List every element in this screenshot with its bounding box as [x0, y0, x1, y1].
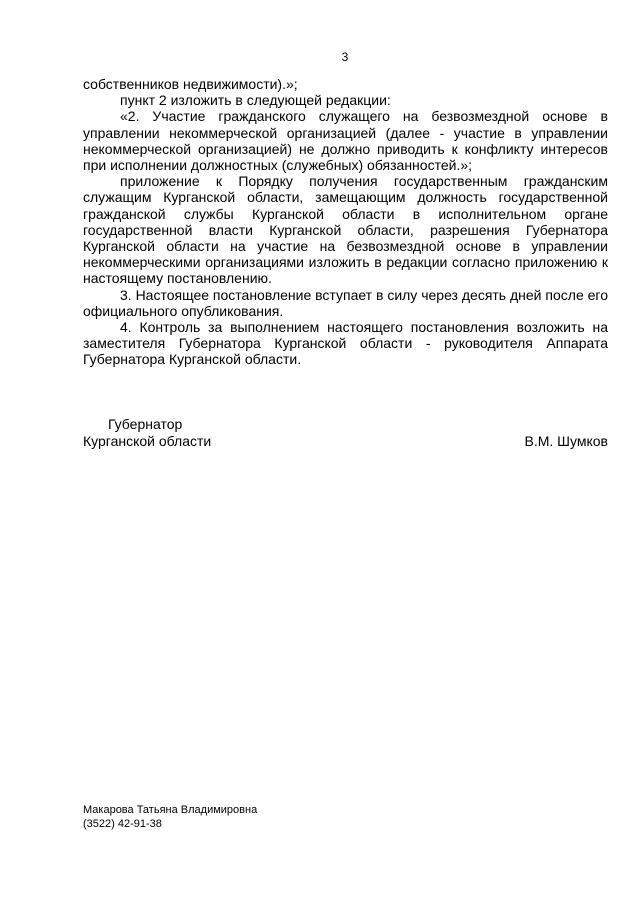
paragraph-4: 4. Контроль за выполнением настоящего постановления возложить на заместителя Губернатора Курганской области - руководителя Аппарата Губернатора Курганской области.: [83, 319, 608, 368]
paragraph-3: 3. Настоящее постановление вступает в силу через десять дней после его официального опубликования.: [83, 286, 608, 319]
executor-block: [83, 803, 257, 831]
signature-row: [83, 433, 608, 450]
signature-block: [83, 416, 608, 449]
executor-name: Макарова Татьяна Владимировна: [83, 804, 258, 816]
paragraph-appendix: приложение к Порядку получения государственным гражданским служащим Курганской области, замещающим должность государственной гражданской службы Курганской области в исполнительном органе государственной власти Курганской области, разрешения Губернатора Курганской области на участие на безвозмездной основе в управлении некоммерческими организациями изложить в редакции согласно приложению к настоящему постановлению.: [83, 173, 608, 287]
signatory-title-line2: Курганской области: [83, 432, 212, 449]
paragraph-item2-intro: пункт 2 изложить в следующей редакции:: [120, 92, 391, 109]
signatory-title-line1: Губернатор: [108, 416, 183, 432]
page-number: 3: [341, 50, 349, 64]
paragraph-continuation: собственников недвижимости).»;: [83, 76, 298, 92]
document-body: [83, 76, 608, 368]
paragraph-item2-text: «2. Участие гражданского служащего на безвозмездной основе в управлении некоммерческой организацией (далее - участие в управлении некоммерческой организацией) не должно приводить к конфликту интересов при исполнении должностных (служебных) обязанностей.»;: [83, 108, 608, 174]
signatory-name: В.М. Шумков: [524, 432, 608, 449]
executor-phone: (3522) 42-91-38: [83, 818, 162, 830]
